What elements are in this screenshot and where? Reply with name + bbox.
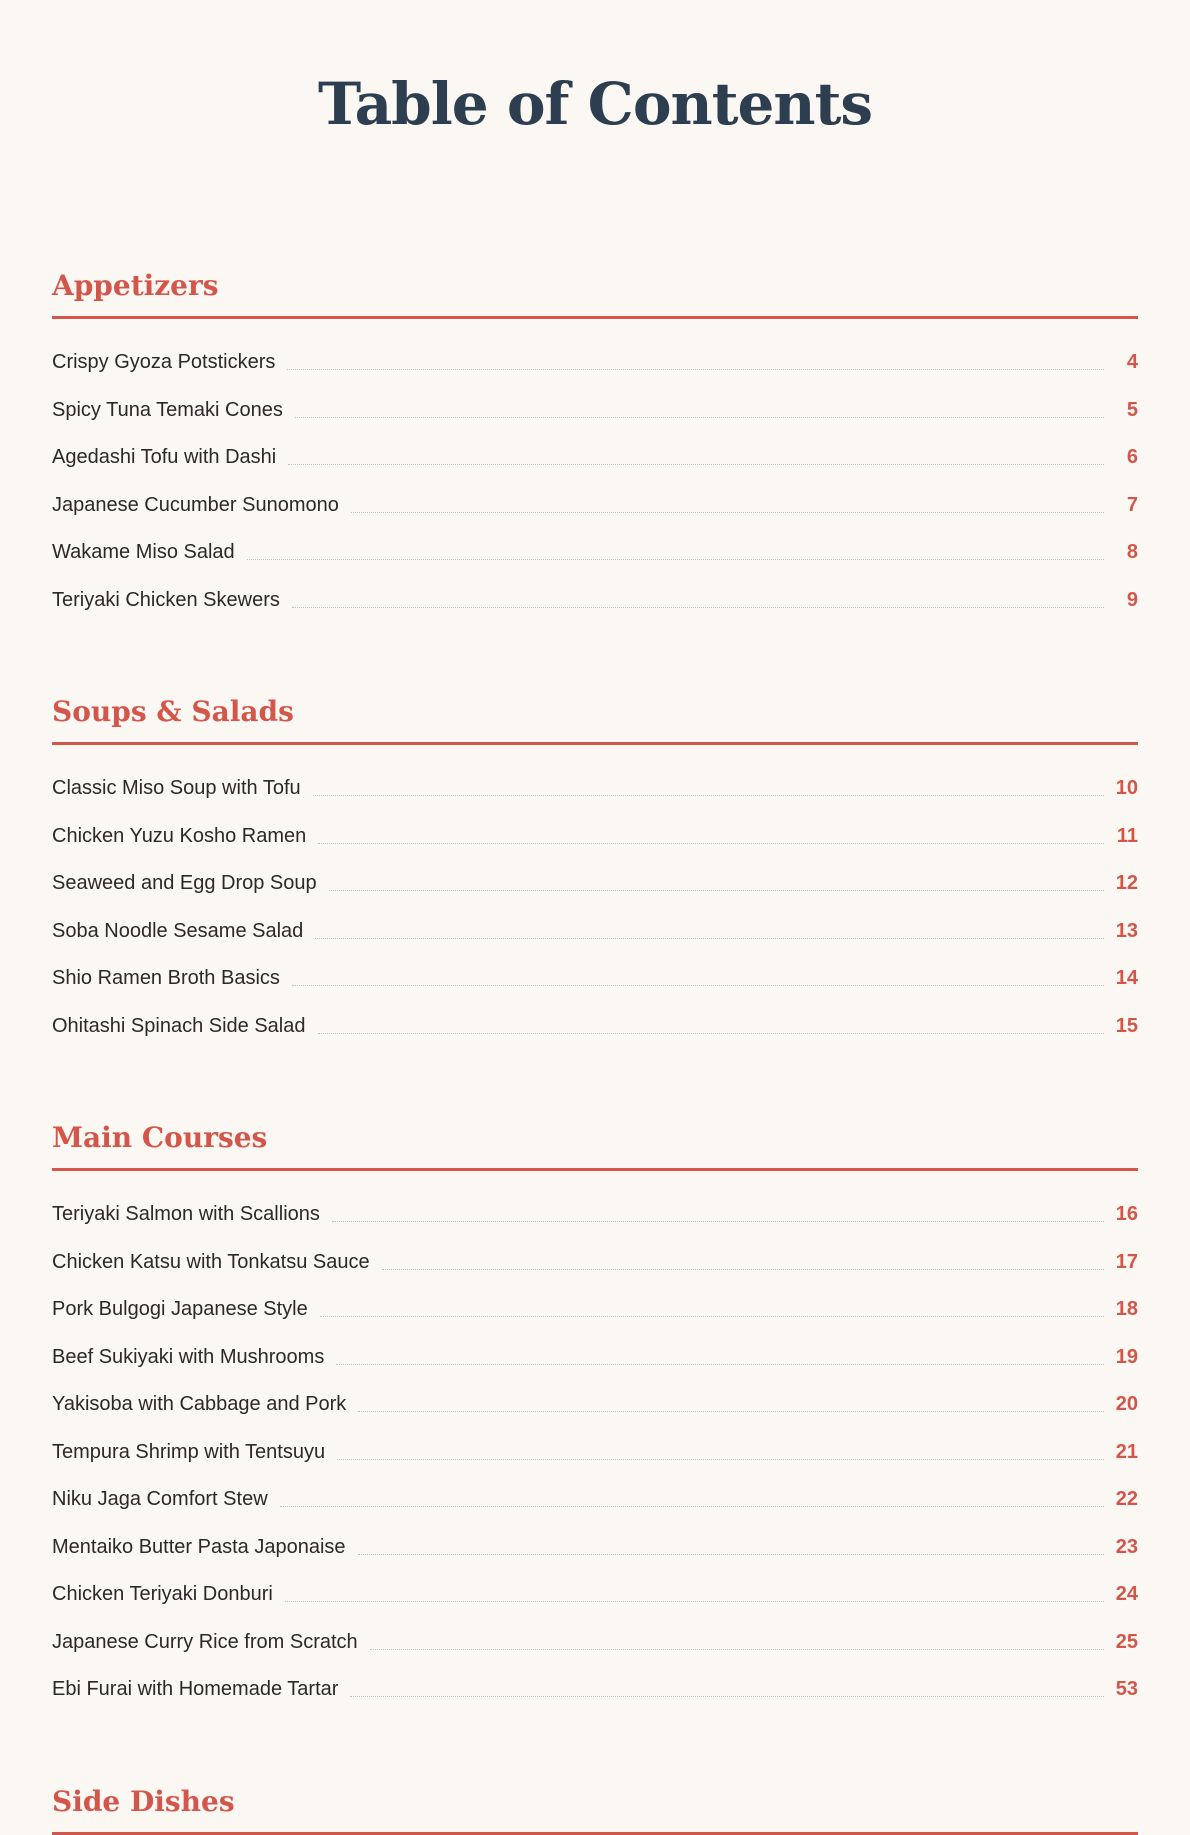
dot-leader bbox=[351, 512, 1104, 513]
toc-entry[interactable] bbox=[52, 434, 1138, 482]
toc-entry[interactable] bbox=[52, 908, 1138, 956]
entry-title: Spicy Tuna Temaki Cones bbox=[52, 398, 283, 421]
dot-leader bbox=[358, 1411, 1103, 1412]
entry-title: Yakisoba with Cabbage and Pork bbox=[52, 1393, 347, 1415]
entry-title: Beef Sukiyaki with Mushrooms bbox=[52, 1345, 325, 1368]
entry-title: Agedashi Tofu with Dashi bbox=[52, 446, 277, 468]
toc-entry[interactable] bbox=[52, 387, 1138, 435]
entry-title: Seaweed and Egg Drop Soup bbox=[52, 872, 317, 894]
dot-leader bbox=[247, 559, 1104, 560]
entry-page-number: 17 bbox=[1115, 1250, 1138, 1273]
entry-title: Wakame Miso Salad bbox=[52, 541, 235, 563]
toc-section-appetizers bbox=[52, 268, 1138, 624]
entry-list bbox=[52, 319, 1138, 624]
section-heading: Side Dishes bbox=[52, 1784, 1138, 1835]
dot-leader bbox=[320, 1316, 1104, 1317]
dot-leader bbox=[332, 1221, 1104, 1222]
entry-title: Japanese Cucumber Sunomono bbox=[52, 493, 339, 516]
entry-title: Teriyaki Chicken Skewers bbox=[52, 588, 280, 611]
entry-page-number: 11 bbox=[1116, 824, 1138, 847]
entry-page-number: 13 bbox=[1115, 919, 1138, 942]
dot-leader bbox=[350, 1696, 1103, 1697]
dot-leader bbox=[292, 985, 1104, 986]
entry-page-number: 4 bbox=[1126, 351, 1138, 373]
toc-entry[interactable] bbox=[52, 482, 1138, 530]
dot-leader bbox=[382, 1269, 1104, 1270]
entry-title: Mentaiko Butter Pasta Japonaise bbox=[52, 1535, 346, 1558]
entry-title: Classic Miso Soup with Tofu bbox=[52, 777, 301, 799]
toc-entry[interactable] bbox=[52, 1666, 1138, 1714]
dot-leader bbox=[285, 1601, 1104, 1602]
dot-leader bbox=[370, 1649, 1104, 1650]
toc-entry[interactable] bbox=[52, 1003, 1138, 1051]
dot-leader bbox=[318, 843, 1104, 844]
section-heading: Appetizers bbox=[52, 268, 1138, 319]
dot-leader bbox=[287, 369, 1104, 370]
entry-title: Chicken Katsu with Tonkatsu Sauce bbox=[52, 1250, 370, 1273]
toc-entry[interactable] bbox=[52, 1619, 1138, 1667]
toc-entry[interactable] bbox=[52, 1476, 1138, 1524]
toc-entry[interactable] bbox=[52, 1334, 1138, 1382]
entry-page-number: 8 bbox=[1126, 541, 1138, 563]
entry-title: Tempura Shrimp with Tentsuyu bbox=[52, 1440, 326, 1463]
entry-title: Shio Ramen Broth Basics bbox=[52, 967, 280, 989]
entry-page-number: 22 bbox=[1115, 1488, 1138, 1510]
entry-title: Ohitashi Spinach Side Salad bbox=[52, 1014, 306, 1037]
entry-page-number: 19 bbox=[1115, 1345, 1138, 1368]
entry-title: Ebi Furai with Homemade Tartar bbox=[52, 1678, 339, 1700]
dot-leader bbox=[280, 1506, 1104, 1507]
section-heading: Soups & Salads bbox=[52, 694, 1138, 745]
entry-page-number: 6 bbox=[1126, 446, 1138, 468]
toc-entry[interactable] bbox=[52, 1571, 1138, 1619]
toc-entry[interactable] bbox=[52, 1429, 1138, 1477]
toc-entry[interactable] bbox=[52, 955, 1138, 1003]
toc-entry[interactable] bbox=[52, 1239, 1138, 1287]
entry-page-number: 14 bbox=[1115, 967, 1138, 989]
toc-entry[interactable] bbox=[52, 1524, 1138, 1572]
dot-leader bbox=[337, 1459, 1104, 1460]
toc-entry[interactable] bbox=[52, 577, 1138, 625]
section-heading: Main Courses bbox=[52, 1120, 1138, 1171]
toc-section-side-dishes bbox=[52, 1784, 1138, 1835]
entry-page-number: 20 bbox=[1115, 1393, 1138, 1415]
entry-title: Soba Noodle Sesame Salad bbox=[52, 919, 304, 942]
entry-page-number: 18 bbox=[1115, 1298, 1138, 1320]
toc-entry[interactable] bbox=[52, 339, 1138, 387]
toc-entry[interactable] bbox=[52, 1191, 1138, 1239]
toc-section-soups-salads bbox=[52, 694, 1138, 1050]
entry-page-number: 53 bbox=[1115, 1678, 1138, 1700]
entry-page-number: 23 bbox=[1115, 1535, 1138, 1558]
entry-page-number: 16 bbox=[1115, 1203, 1138, 1225]
entry-page-number: 7 bbox=[1126, 493, 1138, 516]
entry-list bbox=[52, 1171, 1138, 1714]
entry-page-number: 5 bbox=[1126, 398, 1138, 421]
entry-title: Chicken Yuzu Kosho Ramen bbox=[52, 824, 307, 847]
entry-title: Crispy Gyoza Potstickers bbox=[52, 351, 276, 373]
toc-entry[interactable] bbox=[52, 765, 1138, 813]
toc-entry[interactable] bbox=[52, 1286, 1138, 1334]
dot-leader bbox=[358, 1554, 1104, 1555]
entry-page-number: 21 bbox=[1115, 1440, 1138, 1463]
toc-entry[interactable] bbox=[52, 529, 1138, 577]
toc-entry[interactable] bbox=[52, 860, 1138, 908]
toc-entry[interactable] bbox=[52, 1381, 1138, 1429]
entry-title: Niku Jaga Comfort Stew bbox=[52, 1488, 268, 1510]
toc-section-main-courses bbox=[52, 1120, 1138, 1714]
entry-title: Pork Bulgogi Japanese Style bbox=[52, 1298, 308, 1320]
entry-title: Teriyaki Salmon with Scallions bbox=[52, 1203, 320, 1225]
entry-page-number: 9 bbox=[1126, 588, 1138, 611]
dot-leader bbox=[315, 938, 1103, 939]
dot-leader bbox=[295, 417, 1104, 418]
dot-leader bbox=[292, 607, 1104, 608]
entry-page-number: 15 bbox=[1115, 1014, 1138, 1037]
entry-page-number: 12 bbox=[1115, 872, 1138, 894]
entry-title: Japanese Curry Rice from Scratch bbox=[52, 1630, 358, 1653]
entry-title: Chicken Teriyaki Donburi bbox=[52, 1583, 273, 1605]
toc-entry[interactable] bbox=[52, 813, 1138, 861]
entry-page-number: 10 bbox=[1115, 777, 1138, 799]
dot-leader bbox=[336, 1364, 1103, 1365]
dot-leader bbox=[318, 1033, 1104, 1034]
dot-leader bbox=[288, 464, 1104, 465]
entry-page-number: 24 bbox=[1115, 1583, 1138, 1605]
page-title: Table of Contents bbox=[317, 70, 873, 138]
dot-leader bbox=[329, 890, 1104, 891]
entry-page-number: 25 bbox=[1115, 1630, 1138, 1653]
dot-leader bbox=[313, 795, 1104, 796]
entry-list bbox=[52, 745, 1138, 1050]
